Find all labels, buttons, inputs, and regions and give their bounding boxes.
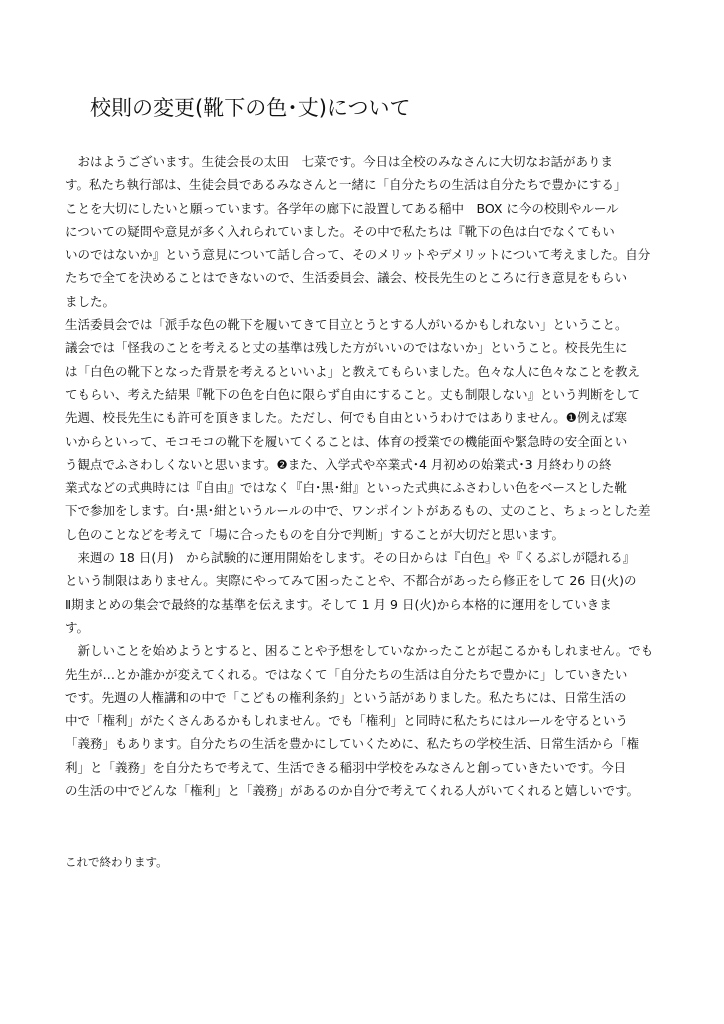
body-line: す。 <box>65 619 90 635</box>
body-line: は「白色の靴下となった背景を考えるといいよ」と教えてもらいました。色々な人に色々なことを教え <box>65 363 641 379</box>
body-line: です。先週の人権講和の中で「こどもの権利条約」という話がありました。私たちには、日常生活の <box>65 689 627 705</box>
body-line: おはようございます。生徒会長の太田 七菜です。今日は全校のみなさんに大切なお話がありま <box>65 154 614 169</box>
body-line: 業式などの式典時には『自由』ではなく『白･黒･紺』といった式典にふさわしい色をベースとした靴 <box>65 480 627 496</box>
body-line: 生活委員会では「派手な色の靴下を履いてきて目立とうとする人がいるかもしれない」ということ。 <box>65 317 628 333</box>
body-line: 「義務」もあります。自分たちの生活を豊かにしていくために、私たちの学校生活、日常生活から「権 <box>65 736 640 752</box>
body-line: ことを大切にしたいと願っています。各学年の廊下に設置してある稲中 BOX に今の校則やルール <box>65 200 619 216</box>
body-line: ました。 <box>65 293 116 309</box>
body-line: し色のことなどを考えて「場に合ったものを自分で判断」することが大切だと思います。 <box>65 526 565 542</box>
body-line: 下で参加をします。白･黒･紺というルールの中で、ワンポイントがあるもの、丈のこと、ちょっとした差 <box>65 503 651 519</box>
body-line: てもらい、考えた結果『靴下の色を白色に限らず自由にすること。丈も制限しない』という判断をして <box>65 386 641 402</box>
speech-body <box>65 150 665 802</box>
body-line: す。私たち執行部は、生徒会員であるみなさんと一緒に「自分たちの生活は自分たちで豊かにする」 <box>65 177 627 193</box>
body-line: う観点でふさわしくないと思います。❷また、入学式や卒業式･4 月初めの始業式･3 月終わりの終 <box>65 456 612 472</box>
body-line: 利」と「義務」を自分たちで考えて、生活できる稲羽中学校をみなさんと創っていきたいです。今日 <box>65 759 627 775</box>
body-line: Ⅱ期まとめの集会で最終的な基準を伝えます。そして 1 月 9 日(火)から本格的に運用をしていきま <box>65 596 612 612</box>
body-line: についての疑問や意見が多く入れられていました。その中で私たちは『靴下の色は白でなくてもい <box>65 223 615 239</box>
body-line: たちで全てを決めることはできないので、生活委員会、議会、校長先生のところに行き意見をもらい <box>65 270 628 286</box>
body-line: 来週の 18 日(月) から試験的に運用開始をします。その日からは『白色』や『くるぶしが隠れる』 <box>65 550 636 566</box>
body-line: いのではないか』という意見について話し合って、そのメリットやデメリットについて考えました。自分 <box>65 247 651 263</box>
body-line: 中で「権利」がたくさんあるかもしれません。でも「権利」と同時に私たちにはルールを守るという <box>65 713 629 729</box>
body-line: の生活の中でどんな「権利」と「義務」があるのか自分で考えてくれる人がいてくれると嬉しいです。 <box>65 783 640 799</box>
closing-remark: これで終わります。 <box>65 855 168 869</box>
body-line: いからといって、モコモコの靴下を履いてくることは、体育の授業での機能面や緊急時の安全面とい <box>65 433 628 449</box>
body-line: 先週、校長先生にも許可を頂きました。ただし、何でも自由というわけではありません。❶例えば寒 <box>65 410 627 426</box>
body-line: 議会では「怪我のことを考えると丈の基準は残した方がいいのではないか」ということ。校長先生に <box>65 340 628 356</box>
body-line: という制限はありません。実際にやってみて困ったことや、不都合があったら修正をして 26 日(火)の <box>65 573 637 589</box>
body-line: 先生が…とか誰かが変えてくれる。ではなくて「自分たちの生活は自分たちで豊かに」していきたい <box>65 666 628 682</box>
body-line: 新しいことを始めようとすると、困ることや予想をしていなかったことが起こるかもしれません。でも <box>65 643 654 659</box>
document-title: 校則の変更(靴下の色･丈)について <box>90 96 411 120</box>
